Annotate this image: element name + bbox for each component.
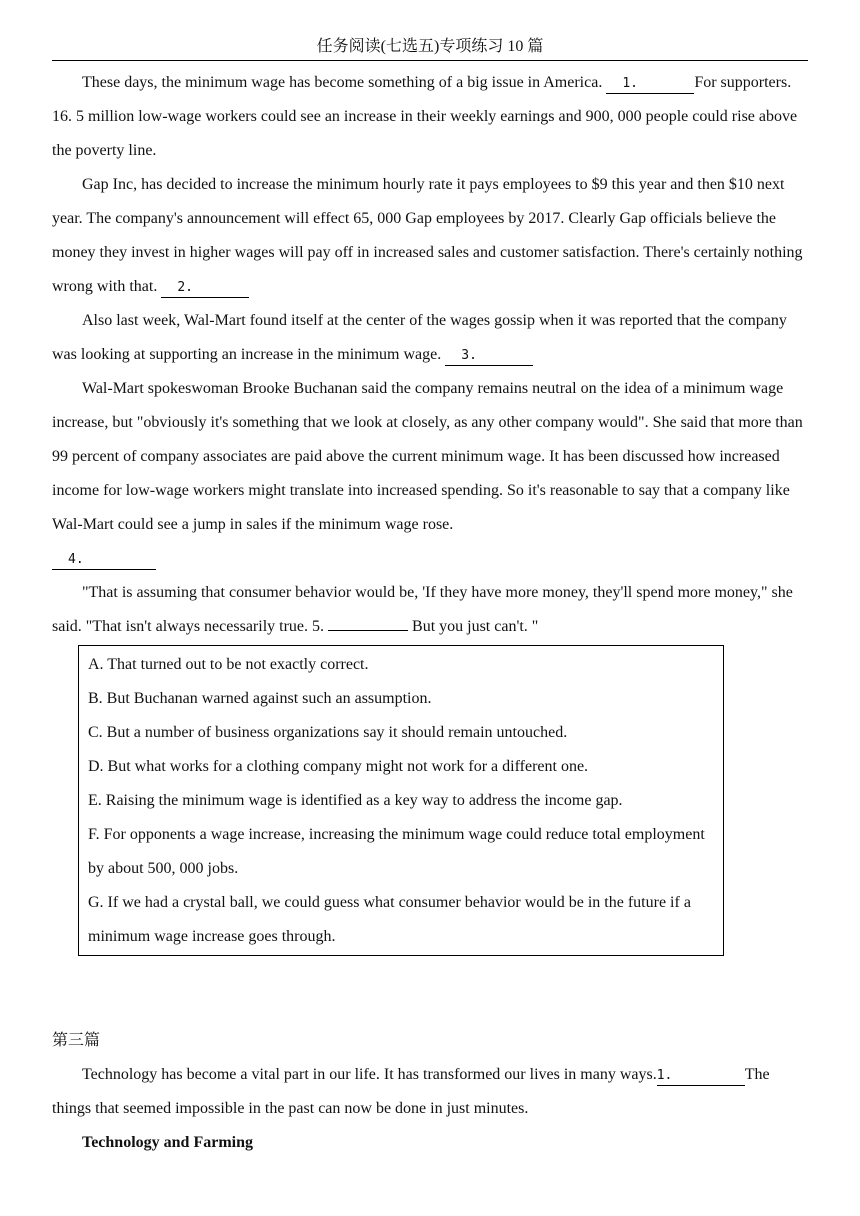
option-d: D. But what works for a clothing company might not work for a different one.: [88, 758, 589, 775]
options-box: [78, 645, 724, 956]
document-body: [52, 66, 808, 1160]
passage2-paragraph-4: Wal-Mart spokeswoman Brooke Buchanan said the company remains neutral on the idea of a minimum wage increase, but "obviously it's something that we look at closely, as any other company would". She said that more than 99 percent of company associates are paid above the current minimum wage. It has been discussed how increased income for low-wage workers might translate into increased spending. So it's reasonable to say that a company like Wal-Mart could see a jump in sales if the minimum wage rose. 4.: [52, 372, 808, 576]
passage2-paragraph-1: These days, the minimum wage has become something of a big issue in America. 1. For supporters. 16. 5 million low-wage workers could see an increase in their weekly earnings and 900, 000 people could rise above the poverty line.: [52, 74, 798, 159]
option-c: C. But a number of business organizations say it should remain untouched.: [88, 724, 568, 741]
passage3-answer-blank-1[interactable]: 1.: [657, 1066, 745, 1086]
page-header: [52, 36, 808, 61]
answer-blank-1[interactable]: 1.: [606, 74, 694, 94]
option-b: B. But Buchanan warned against such an assumption.: [88, 690, 432, 707]
option-a: A. That turned out to be not exactly correct.: [88, 656, 369, 673]
passage2-paragraph-2: Gap Inc, has decided to increase the minimum hourly rate it pays employees to $9 this year and then $10 next year. The company's announcement will effect 65, 000 Gap employees by 2017. Clearly Gap officials believe the money they invest in higher wages will pay off in increased sales and customer satisfaction. There's certainly nothing wrong with that. 2.: [52, 168, 808, 304]
answer-blank-5[interactable]: [328, 630, 408, 631]
answer-blank-2[interactable]: 2.: [161, 278, 249, 298]
passage2-paragraph-5: "That is assuming that consumer behavior would be, 'If they have more money, they'll spend more money," she said. "That isn't always necessarily true. 5. But you just can't. ": [52, 584, 793, 635]
answer-blank-4[interactable]: 4.: [52, 550, 156, 570]
answer-blank-3[interactable]: 3.: [445, 346, 533, 366]
passage2-paragraph-3: Also last week, Wal-Mart found itself at the center of the wages gossip when it was reported that the company was looking at supporting an increase in the minimum wage. 3.: [52, 304, 808, 372]
subheading: Technology and Farming: [82, 1134, 253, 1151]
section-title: 第三篇: [52, 1032, 101, 1049]
option-g: G. If we had a crystal ball, we could guess what consumer behavior would be in the future if a minimum wage increase goes through.: [88, 894, 691, 945]
header-title: 任务阅读(七选五)专项练习 10 篇: [316, 38, 544, 55]
passage3-paragraph-1: Technology has become a vital part in our life. It has transformed our lives in many ways.1. The things that seemed impossible in the past can now be done in just minutes.: [52, 1066, 770, 1117]
option-e: E. Raising the minimum wage is identified as a key way to address the income gap.: [88, 792, 623, 809]
option-f: F. For opponents a wage increase, increasing the minimum wage could reduce total employment by about 500, 000 jobs.: [88, 826, 705, 877]
